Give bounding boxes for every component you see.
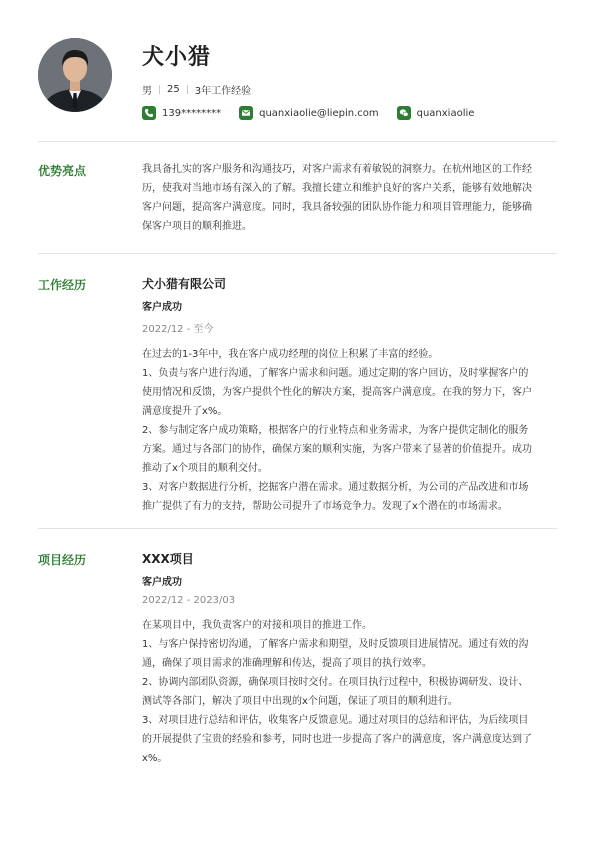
candidate-name: 犬小猎 xyxy=(142,45,212,70)
phone-icon xyxy=(142,106,156,120)
job-desc-line: 在过去的1-3年中，我在客户成功经理的岗位上积累了丰富的经验。 xyxy=(142,349,439,360)
contact-email[interactable] xyxy=(239,106,379,120)
contact-wechat[interactable] xyxy=(397,106,475,120)
work-body xyxy=(142,275,555,516)
project-body xyxy=(142,550,555,768)
age: 25 xyxy=(167,84,180,95)
project-role: 客户成功 xyxy=(142,577,182,588)
project-desc-line: 测试等各部门，解决了项目中出现的x个问题，保证了项目的顺利进行。 xyxy=(142,696,458,707)
avatar xyxy=(38,38,112,112)
project-desc-line: 2、协调内部团队资源，确保项目按时交付。在项目执行过程中，积极协调研发、设计、 xyxy=(142,677,529,688)
strengths-body xyxy=(142,160,555,236)
meta-separator xyxy=(159,85,160,94)
strengths-line: 历，使我对当地市场有深入的了解。我擅长建立和维护良好的客户关系，能够有效地解决 xyxy=(142,183,532,194)
strengths-line: 保客户项目的顺利推进。 xyxy=(142,221,252,232)
section-divider xyxy=(38,253,557,254)
wechat-id: quanxiaolie xyxy=(416,107,475,119)
mail-icon xyxy=(239,106,253,120)
project-desc-line: x%。 xyxy=(142,753,168,764)
project-desc-line: 3、对项目进行总结和评估，收集客户反馈意见。通过对项目的总结和评估，为后续项目 xyxy=(142,715,529,726)
project-desc-line: 在某项目中，我负责客户的对接和项目的推进工作。 xyxy=(142,620,372,631)
project-desc-line: 通，确保了项目需求的准确理解和传达，提高了项目的执行效率。 xyxy=(142,658,432,669)
company-name: 犬小猎有限公司 xyxy=(142,277,227,291)
job-desc-line: 满意度提升了x%。 xyxy=(142,406,228,417)
strengths-line: 我具备扎实的客户服务和沟通技巧，对客户需求有着敏锐的洞察力。在杭州地区的工作经 xyxy=(142,164,532,175)
wechat-icon xyxy=(397,106,411,120)
job-desc-line: 2、参与制定客户成功策略，根据客户的行业特点和业务需求，为客户提供定制化的服务 xyxy=(142,425,529,436)
section-title-project: 项目经历 xyxy=(38,553,87,567)
avatar-portrait xyxy=(38,38,112,112)
candidate-meta xyxy=(142,82,251,97)
meta-separator xyxy=(187,85,188,94)
job-desc-line: 方案。通过与各部门的协作，确保方案的顺利实施，为客户带来了显著的价值提升。成功 xyxy=(142,444,532,455)
project-name: XXX项目 xyxy=(142,552,194,566)
job-dates: 2022/12 - 至今 xyxy=(142,324,214,335)
experience-years: 3年工作经验 xyxy=(194,86,252,97)
project-desc-line: 的开展提供了宝贵的经验和参考，同时也进一步提高了客户的满意度，客户满意度达到了 xyxy=(142,734,532,745)
job-desc-line: 1、负责与客户进行沟通，了解客户需求和问题。通过定期的客户回访，及时掌握客户的 xyxy=(142,368,529,379)
job-desc-line: 3、对客户数据进行分析，挖掘客户潜在需求。通过数据分析，为公司的产品改进和市场 xyxy=(142,482,529,493)
job-desc-line: 推广提供了有力的支持，帮助公司提升了市场竞争力。发现了x个潜在的市场需求。 xyxy=(142,501,508,512)
project-desc-line: 1、与客户保持密切沟通，了解客户需求和期望，及时反馈项目进展情况。通过有效的沟 xyxy=(142,639,529,650)
section-divider xyxy=(38,528,557,529)
section-title-work: 工作经历 xyxy=(38,278,87,292)
job-role: 客户成功 xyxy=(142,302,182,313)
contact-phone[interactable] xyxy=(142,106,221,120)
phone-number: 139******** xyxy=(162,107,222,119)
gender: 男 xyxy=(142,86,152,97)
section-title-strengths: 优势亮点 xyxy=(38,164,87,178)
job-desc-line: 推动了x个项目的顺利交付。 xyxy=(142,463,268,474)
job-description xyxy=(142,345,555,516)
strengths-line: 客户问题，提高客户满意度。同时，我具备较强的团队协作能力和项目管理能力，能够确 xyxy=(142,202,532,213)
email-address: quanxiaolie@liepin.com xyxy=(259,107,379,119)
project-dates: 2022/12 - 2023/03 xyxy=(142,595,236,606)
section-divider xyxy=(38,141,557,142)
job-desc-line: 使用情况和反馈，为客户提供个性化的解决方案，提高客户满意度。在我的努力下，客户 xyxy=(142,387,532,398)
contact-row xyxy=(142,106,492,120)
project-description xyxy=(142,616,555,768)
